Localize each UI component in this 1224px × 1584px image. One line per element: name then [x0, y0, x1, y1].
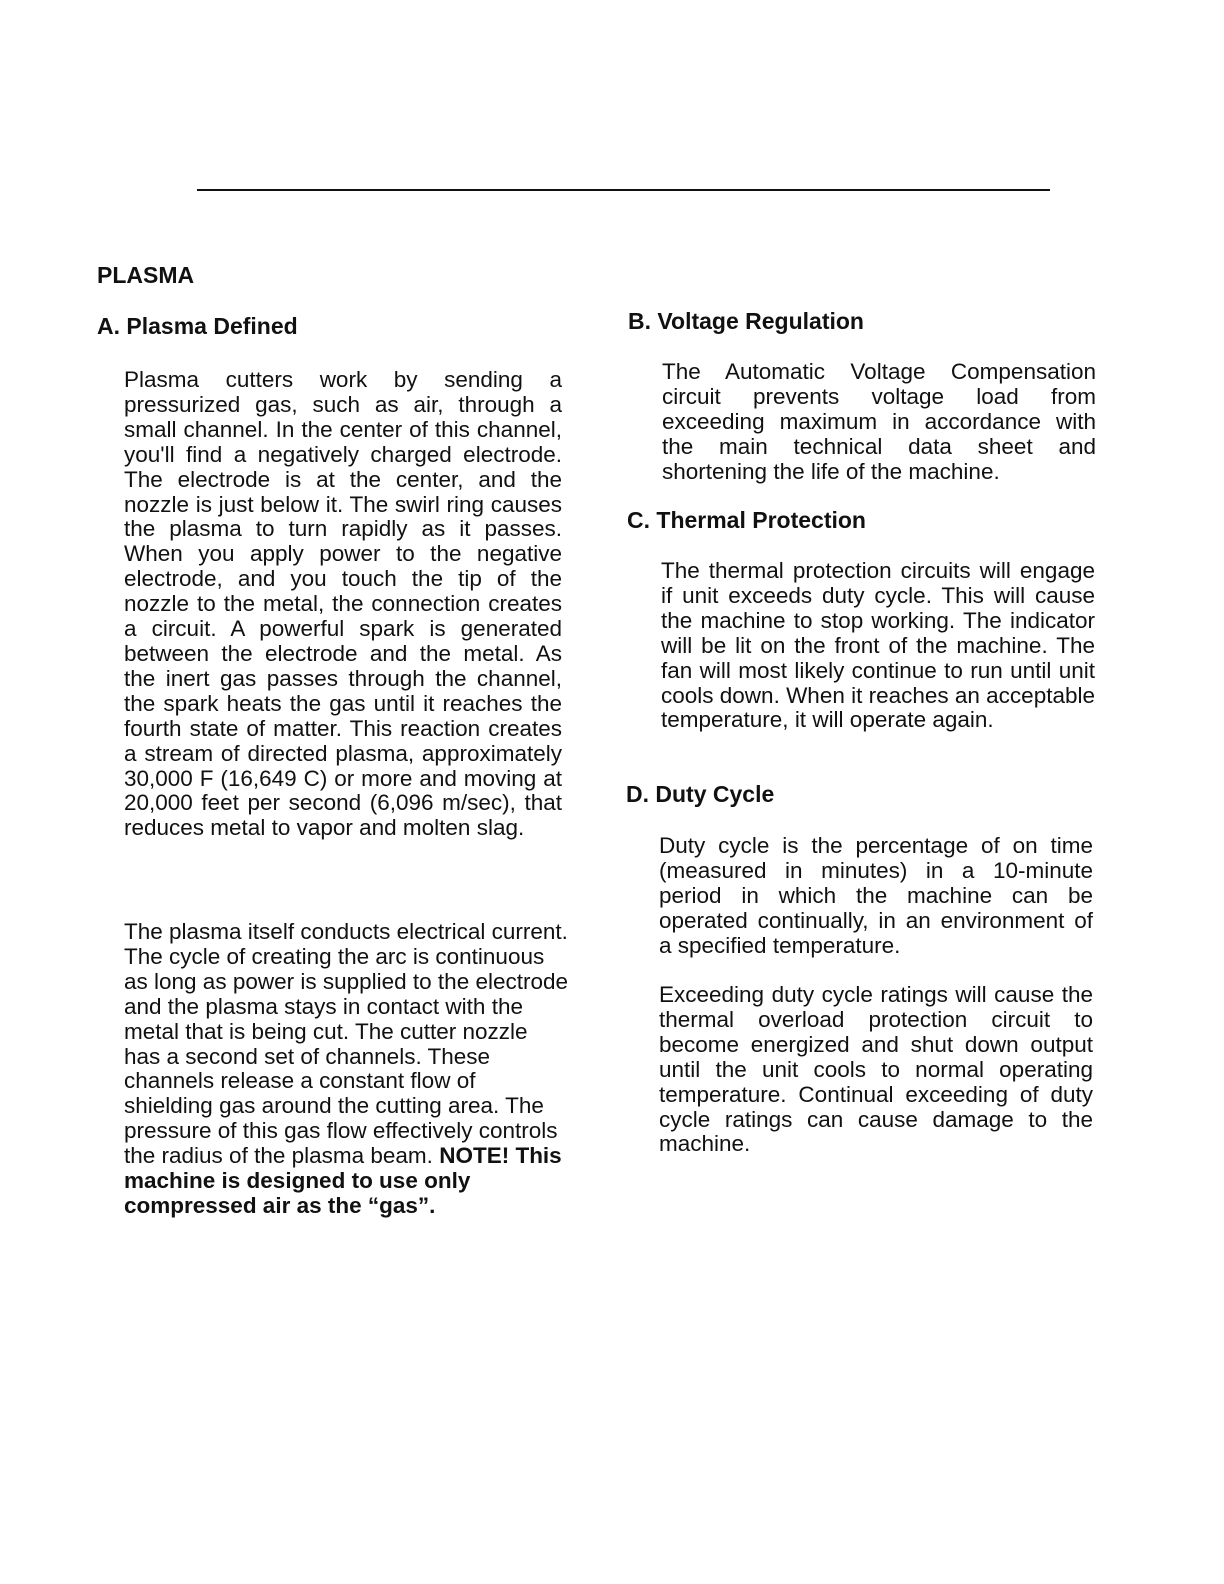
header-rule [197, 189, 1050, 191]
section-a-heading: A. Plasma Defined [97, 313, 298, 339]
section-a-paragraph-2 [124, 920, 570, 1219]
section-b-heading: B. Voltage Regulation [628, 308, 864, 334]
section-c-heading: C. Thermal Protection [627, 507, 866, 533]
section-a-paragraph-2-text: The plasma itself conducts electrical current. The cycle of creating the arc is continuous as long as power is supplied to the electrode and the plasma stays in contact with the metal that is being cut. The cutter nozzle has a second set of channels. These channels release a constant flow of shielding gas around the cutting area. The pressure of this gas flow effectively controls the radius of the plasma beam. [124, 919, 569, 1169]
section-c-paragraph-1: The thermal protection circuits will engage if unit exceeds duty cycle. This will cause the machine to stop working. The indicator will be lit on the front of the machine. The fan will most likely continue to run until unit cools down. When it reaches an acceptable temperature, it will operate again. [661, 558, 1096, 733]
section-a-paragraph-1: Plasma cutters work by sending a pressurized gas, such as air, through a small channel. In the center of this channel, you'll find a negatively charged electrode. The electrode is at the center, and the nozzle is just below it. The swirl ring causes the plasma to turn rapidly as it passes. When you apply power to the negative electrode, and you touch the tip of the nozzle to the metal, the connection creates a circuit. A powerful spark is generated between the electrode and the metal. As the inert gas passes through the channel, the spark heats the gas until it reaches the fourth state of matter. This reaction creates a stream of directed plasma, approximately 30,000 F (16,649 C) or more and moving at 20,000 feet per second (6,096 m/sec), that reduces metal to vapor and molten slag. [124, 367, 562, 841]
section-d-paragraph-1: Duty cycle is the percentage of on time (measured in minutes) in a 10-minute period in which the machine can be operated continually, in an environment of a specified temperature. [659, 833, 1093, 958]
page-title: PLASMA [97, 262, 195, 288]
section-d-paragraph-2: Exceeding duty cycle ratings will cause the thermal overload protection circuit to become energized and shut down output until the unit cools to normal operating temperature. Continual exceeding of duty cycle ratings can cause damage to the machine. [659, 982, 1093, 1157]
section-d-heading: D. Duty Cycle [626, 781, 775, 807]
section-b-paragraph-1: The Automatic Voltage Compensation circuit prevents voltage load from exceeding maximum in accordance with the main technical data sheet and shortening the life of the machine. [662, 359, 1096, 484]
compressed-air-note: NOTE! This machine is designed to use only compressed air as the “gas”. [124, 1143, 562, 1218]
